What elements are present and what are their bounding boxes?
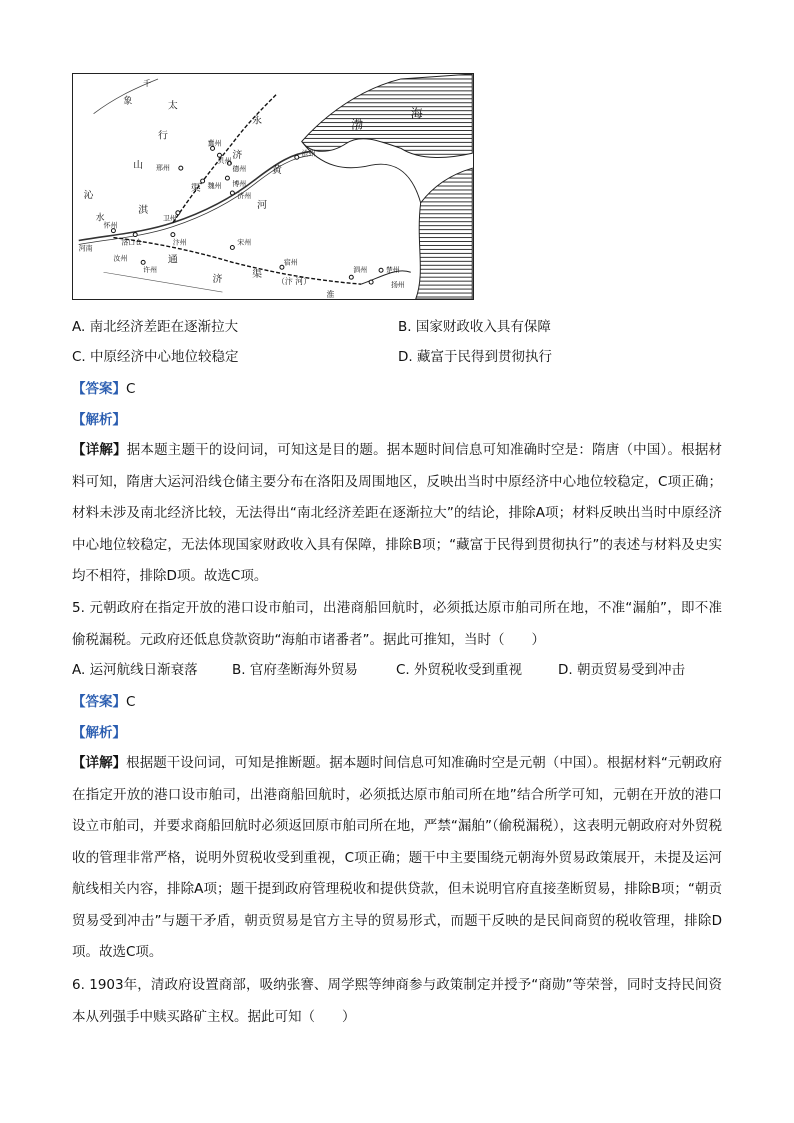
map-label-ji: 济 [232,150,243,162]
city-luokou: 洛口仓 [121,238,143,247]
q5-answer-value: C [126,694,136,710]
city-suzhou: 宿州 [283,258,298,267]
city-dezhou: 德州 [232,165,247,174]
q4-option-d: D. 藏富于民得到贯彻执行 [398,349,552,365]
q5-answer [72,693,135,711]
q4-option-c: C. 中原经济中心地位较稳定 [72,349,239,365]
map-label-hai: 海 [410,106,423,121]
city-weizhou: 魏州 [207,181,222,190]
city-bianzhou: 汴州 [172,238,187,247]
q4-option-b: B. 国家财政收入具有保障 [398,319,551,335]
city-xingzhou: 邢州 [156,164,170,173]
map-label-qian: 千 [143,78,152,88]
q5-option-c: C. 外贸税收受到重视 [396,662,523,678]
q5-answer-label: 【答案】 [72,694,126,710]
city-huaizhou: 怀州 [103,221,118,230]
bohai-sea [302,74,472,158]
map-label-shui: 水 [95,213,105,224]
yellow-sea [416,168,472,299]
map-label-qu2: 渠 [252,269,263,281]
city-boshou: 博州 [232,180,247,189]
map-label-qu: 渠 [190,182,201,194]
q5-stem: 5. 元朝政府在指定开放的港口设市舶司，出港商船回航时，必须抵达原市舶司所在地，不准“漏舶”，即不准偷税漏税。元政府还低息贷款资助“海舶市诸番者”。据此可推知，当时（ ） [72,600,722,648]
q5-analysis-heading [72,724,126,742]
q5-option-a: A. 运河航线日渐衰落 [72,662,198,678]
city-xuzhou: 许州 [143,266,157,275]
city-chuzhou: 楚州 [385,266,400,275]
map-label-huai: 淮 [326,290,335,299]
q5-analysis-label: 【解析】 [72,725,126,741]
q4-answer [72,380,135,398]
map-label-qin: 沁 [83,189,94,201]
city-cangzhou: 沧州 [301,149,316,158]
q4-analysis-heading [72,411,126,429]
city-jizhou: 冀州 [207,139,222,148]
q5-detail [72,748,722,969]
map-label-hang: 行 [158,130,168,142]
city-yangzhou: 扬州 [390,281,405,290]
map-label-tai: 太 [167,100,178,112]
q4-option-a: A. 南北经济差距在逐渐拉大 [72,319,239,335]
city-songzhou: 宋州 [237,238,252,247]
map-label-huang: 黄 [272,165,282,177]
q4-detail-text: 据本题主题干的设问词，可知这是目的题。据本题时间信息可知准确时空是：隋唐（中国）。根据材料可知，隋唐大运河沿线仓储主要分布在洛阳及周围地区，反映出当时中原经济中心地位较稳定，C项正确；材料未涉及南北经济比较，无法得出“南北经济差距在逐渐拉大”的结论，排除A项；材料反映出当时中原经济中心地位较稳定，无法体现国家财政收入具有保障，排除B项；“藏富于民得到贯彻执行”的表述与材料及史实均不相符，排除D项。故选C项。 [72,442,723,584]
q4-answer-label: 【答案】 [72,381,126,397]
map-label-yong: 永 [252,115,263,127]
map-label-xiang: 象 [123,96,133,107]
q4-detail-label: 【详解】 [72,442,127,458]
q5-detail-label: 【详解】 [72,755,127,771]
map-label-tong: 通 [167,254,178,266]
city-henan: 河南 [78,244,93,253]
map-label-bianhe: （汴 河） [276,277,312,287]
city-jizhou2: 济州 [237,191,252,200]
q4-analysis-label: 【解析】 [72,412,126,428]
city-beizhou: 贝州 [217,157,232,166]
city-weizhou2: 卫州 [162,214,177,223]
map-label-ji2: 济 [212,274,223,286]
q4-answer-value: C [126,381,136,397]
map-label-bo: 渤 [351,117,364,132]
q5-option-b: B. 官府垄断海外贸易 [232,662,358,678]
q6-stem: 6. 1903年，清政府设置商部，吸纳张謇、周学熙等绅商参与政策制定并授予“商勋”等荣誉，同时支持民间资本从列强手中赎买路矿主权。据此可知（ ） [72,977,722,1025]
map-label-qi: 淇 [138,204,149,216]
map-label-shan: 山 [133,160,144,172]
city-sizhou: 泗州 [353,266,368,275]
canal-map [72,73,474,300]
q4-detail [72,435,722,593]
q5-detail-text: 根据题干设问词，可知是推断题。据本题时间信息可知准确时空是元朝（中国）。根据材料“元朝政府在指定开放的港口设市舶司，出港商船回航时，必须抵达原市舶司所在地”结合所学可知，元朝在开放的港口设立市舶司，并要求商船回航时必须返回原市舶司所在地，严禁“漏舶”（偷税漏税），这表明元朝政府对外贸税收的管理非常严格，说明外贸税收受到重视，C项正确；题干中主要围绕元朝海外贸易政策展开，未提及运河航线相关内容，排除A项；题干提到政府管理税收和提供贷款，但未说明官府直接垄断贸易，排除B项；“朝贡贸易受到冲击”与题干矛盾，朝贡贸易是官方主导的贸易形式，而题干反映的是民间商贸的税收管理，排除D项。故选C项。 [72,755,723,960]
q5-option-d: D. 朝贡贸易受到冲击 [558,662,685,678]
city-ruzhou: 汝州 [113,254,128,263]
map-label-he: 河 [257,199,268,211]
